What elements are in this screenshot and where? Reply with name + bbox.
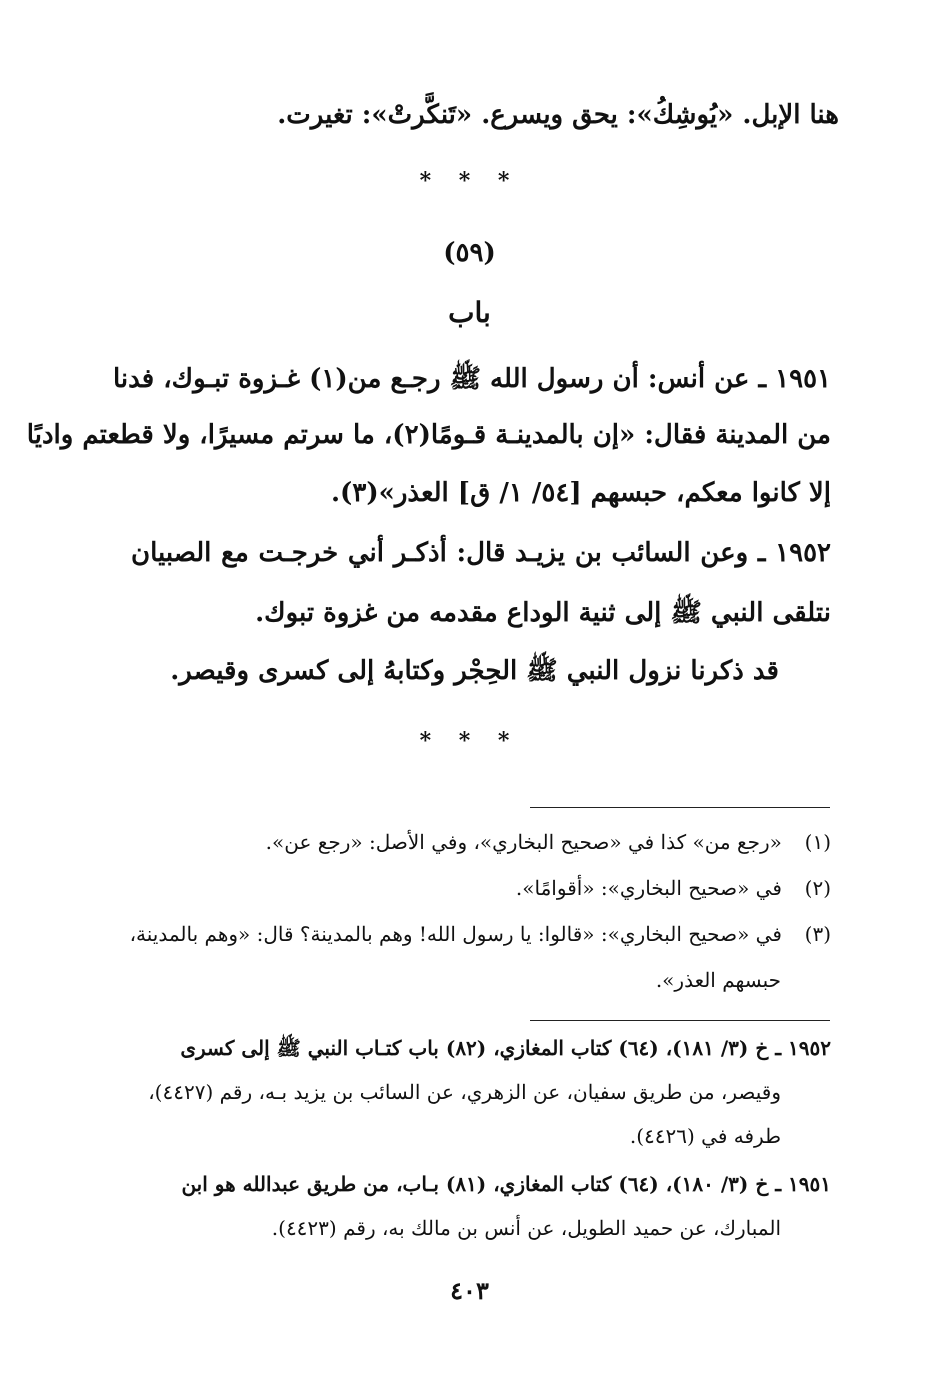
footnote-3: [130, 922, 831, 946]
separator-bottom: * * *: [419, 728, 520, 754]
top-line: هنا الإبل. «يُوشِكُ»: يحق ويسرع. «تَنكَّرتْ»: تغيرت.: [277, 100, 839, 130]
takhrij-rule: [530, 1020, 830, 1021]
footnote-text: في «صحيح البخاري»: «أقوامًا».: [515, 876, 782, 900]
takhrij-1951-line-1: ١٩٥١ ـ خ (٣/ ١٨٠)، (٦٤) كتاب المغازي، (٨١) بـاب، من طريق عبدالله هو ابن: [181, 1172, 831, 1196]
hadith-1952-line-2: نتلقى النبي ﷺ إلى ثنية الوداع مقدمه من غزوة تبوك.: [255, 598, 831, 628]
footnote-text: «رجع من» كذا في «صحيح البخاري»، وفي الأصل: «رجع عن».: [265, 830, 782, 854]
separator-top: * * *: [419, 168, 520, 194]
author-note: قد ذكرنا نزول النبي ﷺ الحِجْر وكتابهُ إلى كسرى وقيصر.: [170, 656, 779, 686]
footnote-2: [516, 876, 831, 900]
hadith-1951-line-2: من المدينة فقال: «إن بالمدينـة قـومًا(٢)، ما سرتم مسيرًا، ولا قطعتم واديًا: [26, 420, 831, 450]
footnote-1: [266, 830, 831, 854]
footnote-text: في «صحيح البخاري»: «قالوا: يا رسول الله! وهم بالمدينة؟ قال: «وهم بالمدينة،: [129, 922, 782, 946]
hadith-1951-line-3: إلا كانوا معكم، حبسهم [٥٤/ ١/ ق] العذر»(٣).: [330, 478, 831, 508]
section-number: (٥٩): [443, 238, 496, 268]
hadith-1952-line-1: ١٩٥٢ ـ وعن السائب بن يزيـد قال: أذكـر أني خرجـت مع الصبيان: [131, 538, 831, 568]
takhrij-1952-line-1: ١٩٥٢ ـ خ (٣/ ١٨١)، (٦٤) كتاب المغازي، (٨٢) باب كتـاب النبي ﷺ إلى كسرى: [180, 1036, 831, 1060]
section-title: باب: [448, 296, 491, 329]
footnote-number: (١): [804, 830, 831, 854]
takhrij-1951-line-2: المبارك، عن حميد الطويل، عن أنس بن مالك به، رقم (٤٤٢٣).: [271, 1216, 781, 1240]
footnote-3-continuation: حبسهم العذر».: [655, 968, 781, 992]
footnote-rule: [530, 807, 830, 808]
takhrij-1952-line-3: طرفه في (٤٤٢٦).: [629, 1124, 781, 1148]
takhrij-1952-line-2: وقيصر، من طريق سفيان، عن الزهري، عن السائب بن يزيد بـه، رقم (٤٤٢٧)،: [148, 1080, 781, 1104]
footnote-number: (٢): [804, 876, 831, 900]
footnote-number: (٣): [804, 922, 831, 946]
hadith-1951-line-1: ١٩٥١ ـ عن أنس: أن رسول الله ﷺ رجـع من(١) غـزوة تبـوك، فدنا: [113, 364, 831, 394]
page-number: ٤٠٣: [450, 1276, 489, 1305]
